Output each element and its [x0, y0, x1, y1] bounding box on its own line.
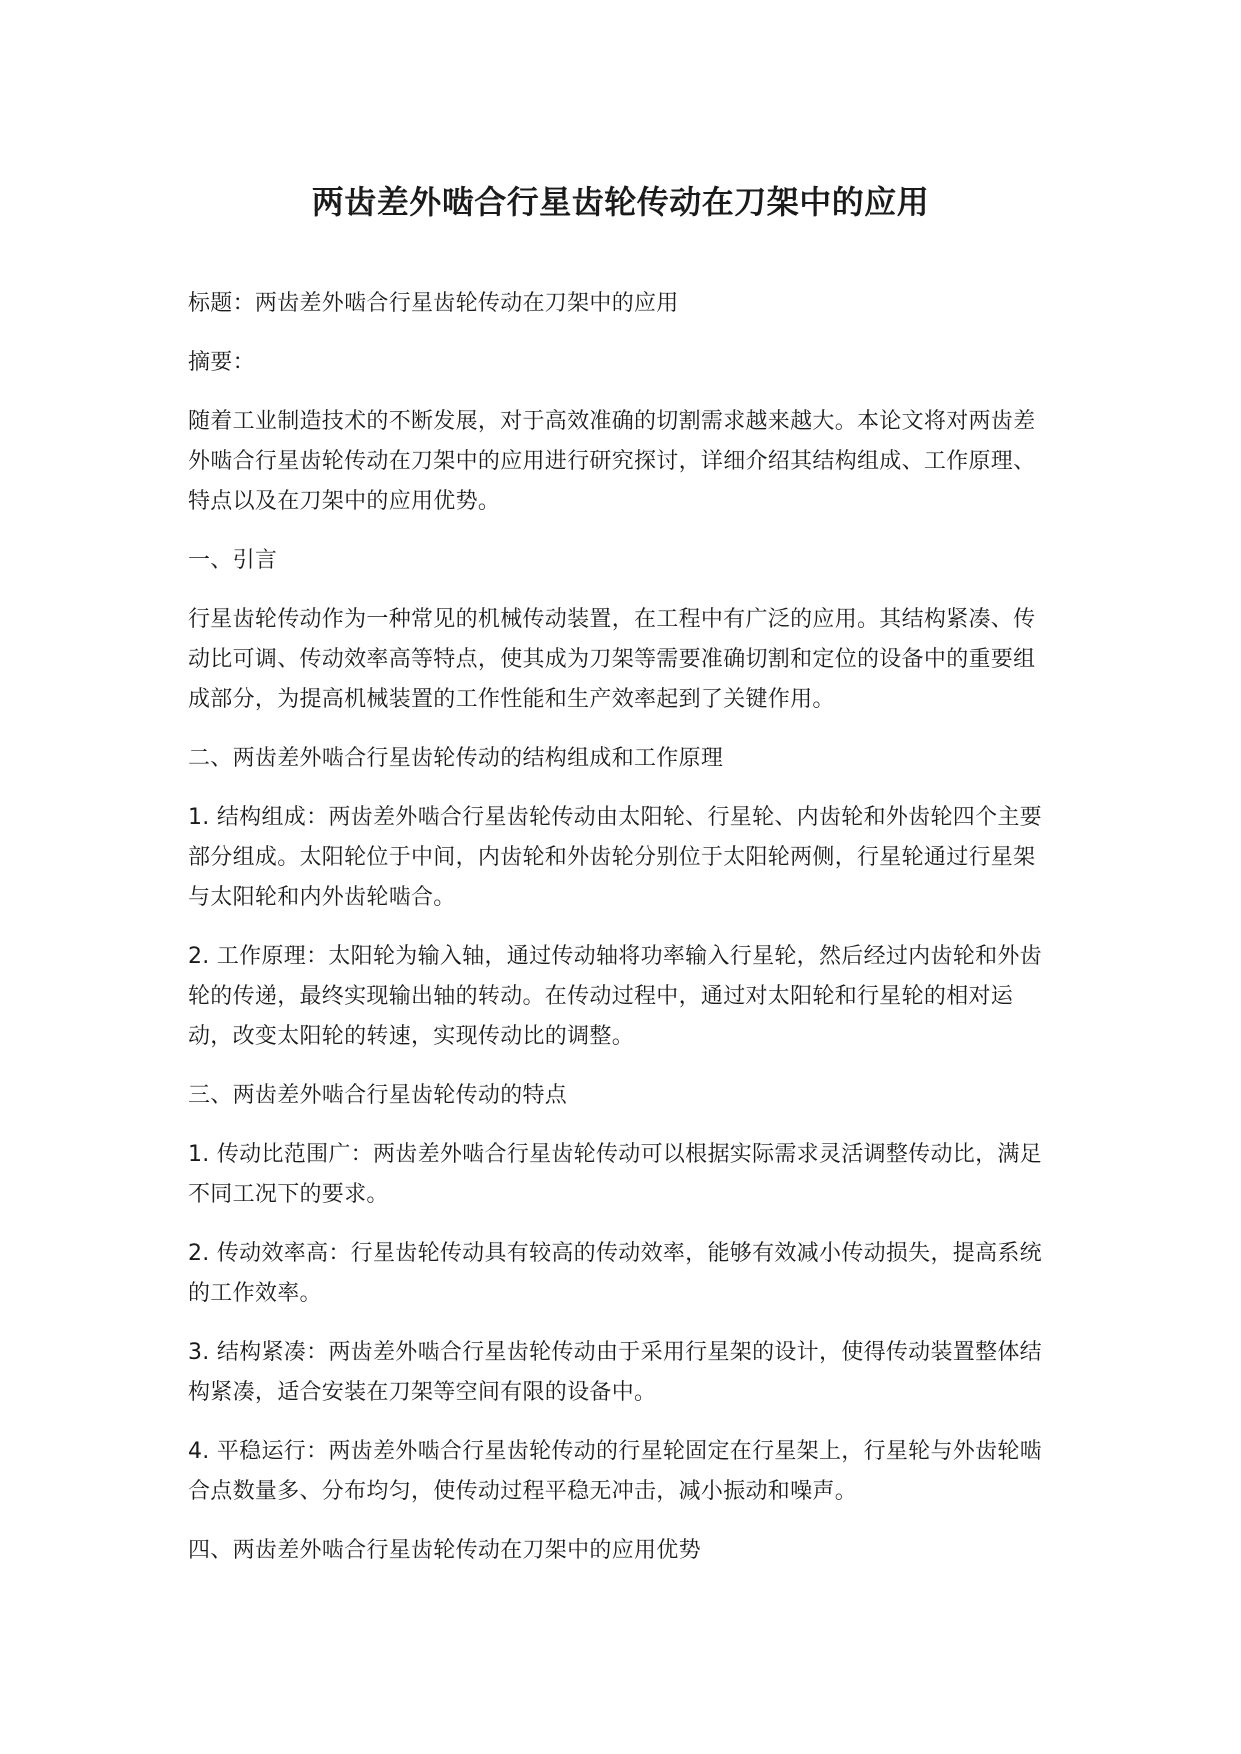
document-title: 两齿差外啮合行星齿轮传动在刀架中的应用: [311, 183, 930, 221]
paragraph-feature-2: 2. 传动效率高：行星齿轮传动具有较高的传动效率，能够有效减小传动损失，提高系统的工作效率。: [188, 1241, 1042, 1306]
paragraph-principle: 2. 工作原理：太阳轮为输入轴，通过传动轴将功率输入行星轮，然后经过内齿轮和外齿轮的传递，最终实现输出轴的转动。在传动过程中，通过对太阳轮和行星轮的相对运动，改变太阳轮的转速，实现传动比的调整。: [188, 944, 1042, 1049]
paragraph-abstract-label: 摘要：: [188, 350, 255, 375]
paragraph-feature-4: 4. 平稳运行：两齿差外啮合行星齿轮传动的行星轮固定在行星架上，行星轮与外齿轮啮合点数量多、分布均匀，使传动过程平稳无冲击，减小振动和噪声。: [188, 1439, 1042, 1504]
paragraph-feature-3: 3. 结构紧凑：两齿差外啮合行星齿轮传动由于采用行星架的设计，使得传动装置整体结构紧凑，适合安装在刀架等空间有限的设备中。: [188, 1340, 1042, 1405]
heading-section-3: 三、两齿差外啮合行星齿轮传动的特点: [188, 1083, 568, 1108]
heading-section-1: 一、引言: [188, 548, 278, 573]
document-body: [188, 284, 1050, 1590]
heading-section-2: 二、两齿差外啮合行星齿轮传动的结构组成和工作原理: [188, 746, 724, 771]
paragraph-feature-1: 1. 传动比范围广：两齿差外啮合行星齿轮传动可以根据实际需求灵活调整传动比，满足不同工况下的要求。: [188, 1142, 1042, 1207]
paragraph-abstract: 随着工业制造技术的不断发展，对于高效准确的切割需求越来越大。本论文将对两齿差外啮合行星齿轮传动在刀架中的应用进行研究探讨，详细介绍其结构组成、工作原理、特点以及在刀架中的应用优势。: [188, 409, 1036, 514]
paragraph-structure: 1. 结构组成：两齿差外啮合行星齿轮传动由太阳轮、行星轮、内齿轮和外齿轮四个主要部分组成。太阳轮位于中间，内齿轮和外齿轮分别位于太阳轮两侧，行星轮通过行星架与太阳轮和内外齿轮啮合。: [188, 805, 1042, 910]
paragraph-introduction: 行星齿轮传动作为一种常见的机械传动装置，在工程中有广泛的应用。其结构紧凑、传动比可调、传动效率高等特点，使其成为刀架等需要准确切割和定位的设备中的重要组成部分，为提高机械装置的工作性能和生产效率起到了关键作用。: [188, 607, 1036, 712]
heading-section-4: 四、两齿差外啮合行星齿轮传动在刀架中的应用优势: [188, 1538, 701, 1563]
paragraph-title-line: 标题：两齿差外啮合行星齿轮传动在刀架中的应用: [188, 291, 679, 316]
